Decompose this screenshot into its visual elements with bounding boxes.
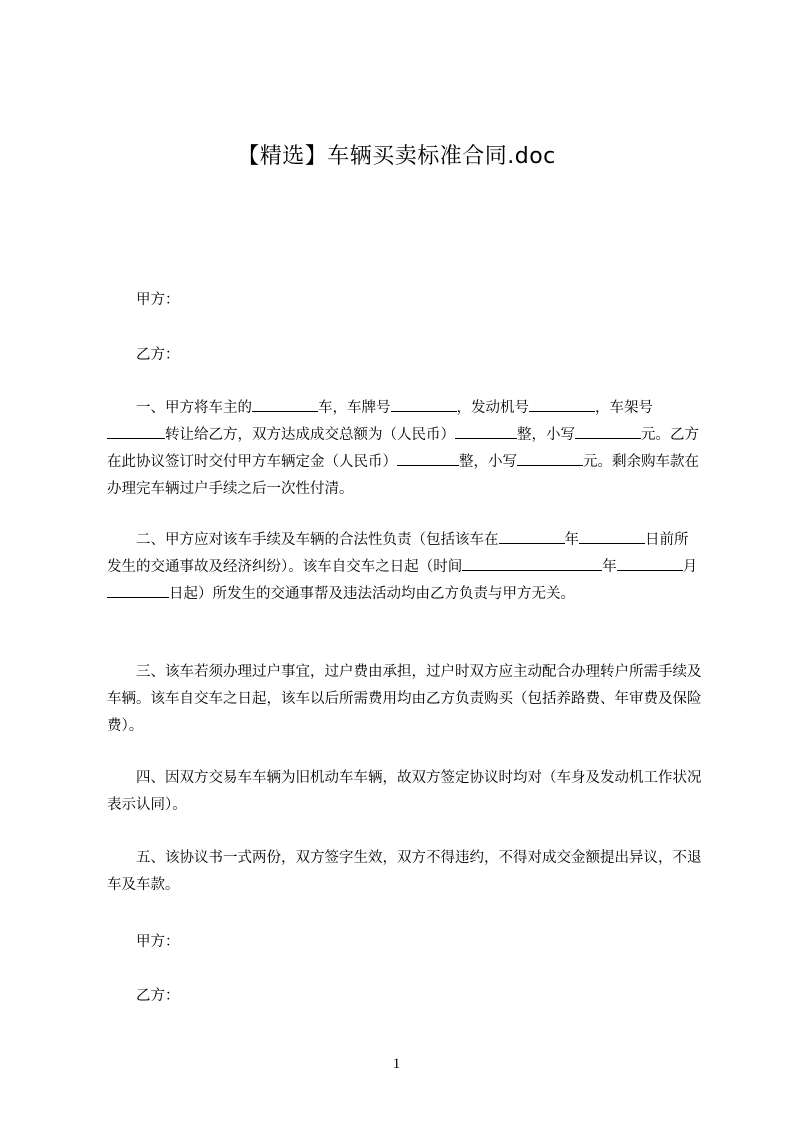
- blank-before-year: [499, 528, 565, 544]
- blank-total-amount-small-cont: [619, 423, 641, 439]
- blank-handover-day: [107, 582, 169, 598]
- blank-before-month-day: [579, 528, 645, 544]
- clause-3: 三、该车若须办理过户事宜，过户费由承担，过户时双方应主动配合办理转户所需手续及车辆。该车自交车之日起，该车以后所需费用均由乙方负责购买（包括养路费、年审费及保险费）。: [107, 664, 702, 734]
- blank-owner-name: [252, 396, 318, 412]
- party-b-label-bottom: 乙方：: [136, 988, 180, 1004]
- blank-deposit-amount-small-cont: [561, 450, 583, 466]
- clause-2-text-1: 二、甲方应对该车手续及车辆的合法性负责（包括该车在: [136, 532, 499, 548]
- clause-5: 五、该协议书一式两份，双方签字生效，双方不得违约，不得对成交金额提出异议，不退车及车款。: [107, 850, 702, 893]
- page-number: 1: [392, 1056, 401, 1072]
- blank-engine-number: [529, 396, 595, 412]
- clause-1-text-4: ，车架号: [595, 400, 653, 416]
- blank-handover-time: [462, 555, 602, 571]
- blank-total-amount-small: [575, 423, 619, 439]
- clause-2: [107, 527, 702, 608]
- clause-2-text-6: 日起）所发生的交通事帮及违法活动均由乙方负责与甲方无关。: [169, 586, 575, 602]
- clause-1-text-9: 元。剩余购车款在办理完车辆过户手续之后一次性付清。: [107, 454, 699, 497]
- clause-1: [107, 395, 702, 503]
- party-b-label-top: 乙方：: [136, 347, 180, 363]
- clause-2-text-3: 日前所发生的交通事故及经济纠纷）。该车自交车之日起（时间: [107, 532, 689, 575]
- blank-deposit-amount: [397, 450, 459, 466]
- blank-handover-month: [617, 555, 683, 571]
- blank-vin: [107, 423, 165, 439]
- party-a-label-top: 甲方：: [136, 292, 180, 308]
- clause-2-text-2: 年: [564, 532, 579, 548]
- clause-1-text-2: 车，车牌号: [318, 400, 391, 416]
- clause-1-text-1: 一、甲方将车主的: [136, 400, 252, 416]
- clause-2-text-4: 年: [602, 559, 617, 575]
- blank-total-amount: [455, 423, 517, 439]
- blank-deposit-amount-small: [517, 450, 561, 466]
- clause-1-text-3: ，发动机号: [456, 400, 529, 416]
- clause-1-text-8: 整，小写: [459, 454, 517, 470]
- clause-1-text-5: 转让给乙方，双方达成成交总额为（人民币）: [165, 427, 455, 443]
- clause-1-text-6: 整，小写: [517, 427, 575, 443]
- blank-plate-number: [391, 396, 457, 412]
- clause-2-text-5: 月: [682, 559, 698, 575]
- document-title: 【精选】车辆买卖标准合同.doc: [237, 144, 556, 169]
- party-a-label-bottom: 甲方：: [136, 934, 180, 950]
- clause-1-text-7: 元。乙方在此协议签订时交付甲方车辆定金（人民币）: [107, 427, 699, 470]
- clause-4: 四、因双方交易车车辆为旧机动车车辆，故双方签定协议时均对（车身及发动机工作状况表示认同）。: [107, 770, 702, 813]
